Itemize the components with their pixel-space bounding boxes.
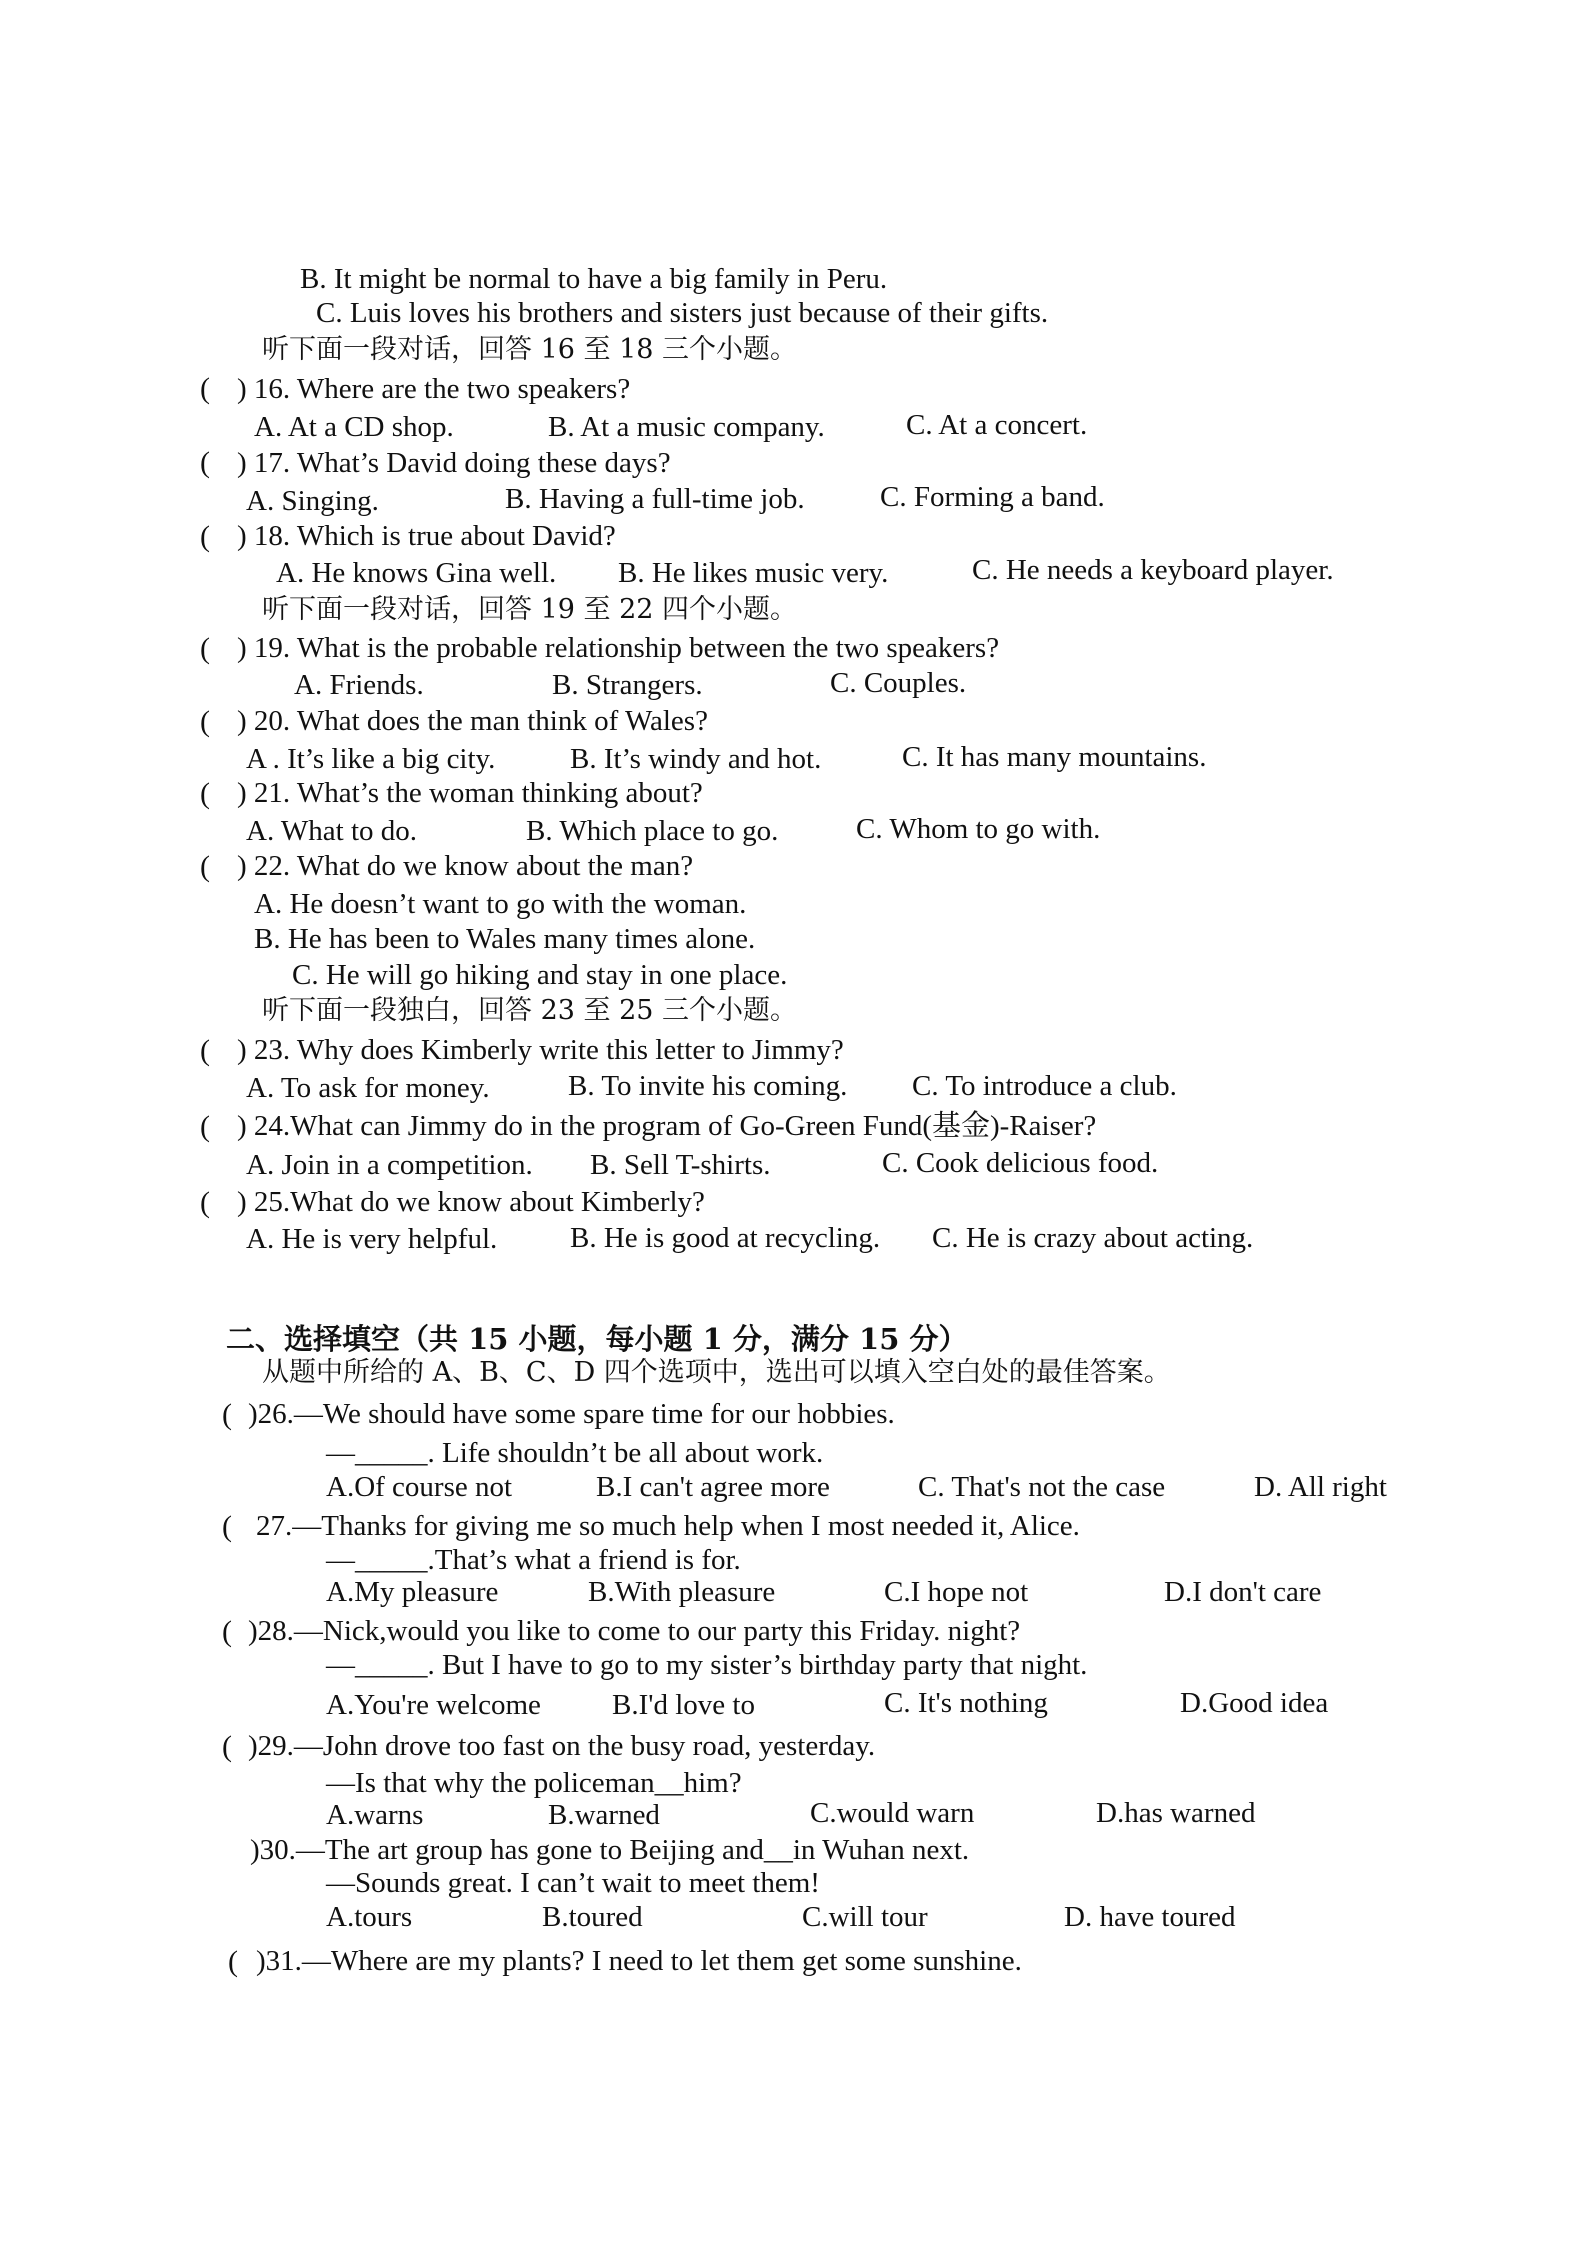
answer-paren-22[interactable]: ( xyxy=(200,850,210,883)
q16-option-b: B. At a music company. xyxy=(548,411,825,443)
prev-option-c: C. Luis loves his brothers and sisters just because of their gifts. xyxy=(316,297,1049,329)
q22-option-a: A. He doesn’t want to go with the woman. xyxy=(254,888,747,920)
q16-option-c: C. At a concert. xyxy=(906,409,1088,441)
q27-option-c: C.I hope not xyxy=(884,1576,1029,1608)
q29-option-b: B.warned xyxy=(548,1799,660,1831)
q28-option-a: A.You're welcome xyxy=(326,1689,541,1721)
q24-option-a: A. Join in a competition. xyxy=(246,1149,533,1181)
q30-option-b: B.toured xyxy=(542,1901,643,1933)
question-29-line-2: —Is that why the policeman__him? xyxy=(326,1767,742,1799)
q27-option-d: D.I don't care xyxy=(1164,1576,1322,1608)
q29-option-a: A.warns xyxy=(326,1799,424,1831)
question-31-line-1: )31.—Where are my plants? I need to let them get some sunshine. xyxy=(256,1945,1022,1977)
answer-paren-16[interactable]: ( xyxy=(200,372,210,405)
answer-paren-27[interactable]: ( xyxy=(222,1510,232,1543)
question-29-line-1: )29.—John drove too fast on the busy road, yesterday. xyxy=(248,1730,876,1762)
question-19-stem: ) 19. What is the probable relationship between the two speakers? xyxy=(237,632,1000,664)
q23-option-b: B. To invite his coming. xyxy=(568,1070,848,1102)
q26-option-d: D. All right xyxy=(1254,1471,1387,1503)
q21-option-b: B. Which place to go. xyxy=(526,815,779,847)
section-2-instruction: 从题中所给的 A、B、C、D 四个选项中，选出可以填入空白处的最佳答案。 xyxy=(262,1357,1171,1388)
instruction-19-22: 听下面一段对话，回答 19 至 22 四个小题。 xyxy=(262,594,798,625)
question-20-stem: ) 20. What does the man think of Wales? xyxy=(237,705,708,737)
answer-paren-28[interactable]: ( xyxy=(222,1615,232,1648)
question-22-stem: ) 22. What do we know about the man? xyxy=(237,850,694,882)
q27-option-a: A.My pleasure xyxy=(326,1576,499,1608)
q22-option-c: C. He will go hiking and stay in one place. xyxy=(292,959,788,991)
question-17-stem: ) 17. What’s David doing these days? xyxy=(237,447,671,479)
q28-option-d: D.Good idea xyxy=(1180,1687,1329,1719)
question-21-stem: ) 21. What’s the woman thinking about? xyxy=(237,777,703,809)
q27-option-b: B.With pleasure xyxy=(588,1576,776,1608)
q19-option-c: C. Couples. xyxy=(830,667,967,699)
q21-option-c: C. Whom to go with. xyxy=(856,813,1101,845)
q18-option-a: A. He knows Gina well. xyxy=(276,557,557,589)
question-27-line-1: 27.—Thanks for giving me so much help when I most needed it, Alice. xyxy=(256,1510,1080,1542)
answer-paren-23[interactable]: ( xyxy=(200,1034,210,1067)
question-26-line-2: —_____. Life shouldn’t be all about work. xyxy=(326,1437,824,1469)
answer-paren-17[interactable]: ( xyxy=(200,446,210,479)
q25-option-b: B. He is good at recycling. xyxy=(570,1222,881,1254)
answer-paren-29[interactable]: ( xyxy=(222,1730,232,1763)
q29-option-c: C.would warn xyxy=(810,1797,975,1829)
answer-paren-24[interactable]: ( xyxy=(200,1110,210,1143)
question-23-stem: ) 23. Why does Kimberly write this letter to Jimmy? xyxy=(237,1034,844,1066)
q20-option-c: C. It has many mountains. xyxy=(902,741,1207,773)
q25-option-a: A. He is very helpful. xyxy=(246,1223,498,1255)
q26-option-a: A.Of course not xyxy=(326,1471,513,1503)
answer-paren-19[interactable]: ( xyxy=(200,632,210,665)
question-16-stem: ) 16. Where are the two speakers? xyxy=(237,373,631,405)
q22-option-b: B. He has been to Wales many times alone. xyxy=(254,923,756,955)
answer-paren-31[interactable]: ( xyxy=(228,1945,238,1978)
q29-option-d: D.has warned xyxy=(1096,1797,1256,1829)
question-18-stem: ) 18. Which is true about David? xyxy=(237,520,616,552)
q24-option-b: B. Sell T-shirts. xyxy=(590,1149,771,1181)
q18-option-c: C. He needs a keyboard player. xyxy=(972,554,1334,586)
instruction-23-25: 听下面一段独白，回答 23 至 25 三个小题。 xyxy=(262,995,798,1026)
answer-paren-20[interactable]: ( xyxy=(200,705,210,738)
q17-option-b: B. Having a full-time job. xyxy=(505,483,805,515)
question-27-line-2: —_____.That’s what a friend is for. xyxy=(326,1544,741,1576)
instruction-16-18: 听下面一段对话，回答 16 至 18 三个小题。 xyxy=(262,334,798,365)
q23-option-c: C. To introduce a club. xyxy=(912,1070,1177,1102)
q17-option-a: A. Singing. xyxy=(246,485,379,517)
section-2-title: 二、选择填空（共 15 小题，每小题 1 分，满分 15 分） xyxy=(226,1322,968,1356)
answer-paren-18[interactable]: ( xyxy=(200,520,210,553)
q20-option-a: A . It’s like a big city. xyxy=(246,743,496,775)
q25-option-c: C. He is crazy about acting. xyxy=(932,1222,1254,1254)
q28-option-c: C. It's nothing xyxy=(884,1687,1048,1719)
question-25-stem: ) 25.What do we know about Kimberly? xyxy=(237,1186,705,1218)
q16-option-a: A. At a CD shop. xyxy=(254,411,454,443)
q28-option-b: B.I'd love to xyxy=(612,1689,755,1721)
answer-paren-26[interactable]: ( xyxy=(222,1398,232,1431)
question-28-line-1: )28.—Nick,would you like to come to our party this Friday. night? xyxy=(248,1615,1021,1647)
prev-option-b: B. It might be normal to have a big family in Peru. xyxy=(300,263,888,295)
q23-option-a: A. To ask for money. xyxy=(246,1072,490,1104)
q30-option-a: A.tours xyxy=(326,1901,413,1933)
q30-option-d: D. have toured xyxy=(1064,1901,1236,1933)
answer-paren-21[interactable]: ( xyxy=(200,777,210,810)
q26-option-c: C. That's not the case xyxy=(918,1471,1166,1503)
q26-option-b: B.I can't agree more xyxy=(596,1471,830,1503)
question-26-line-1: )26.—We should have some spare time for our hobbies. xyxy=(248,1398,895,1430)
q20-option-b: B. It’s windy and hot. xyxy=(570,743,822,775)
question-30-line-1: )30.—The art group has gone to Beijing and__in Wuhan next. xyxy=(250,1834,970,1866)
q18-option-b: B. He likes music very. xyxy=(618,557,889,589)
q19-option-b: B. Strangers. xyxy=(552,669,703,701)
q30-option-c: C.will tour xyxy=(802,1901,928,1933)
q19-option-a: A. Friends. xyxy=(294,669,424,701)
q24-option-c: C. Cook delicious food. xyxy=(882,1147,1159,1179)
answer-paren-25[interactable]: ( xyxy=(200,1186,210,1219)
question-24-stem: ) 24.What can Jimmy do in the program of Go-Green Fund(基金)-Raiser? xyxy=(237,1110,1097,1142)
question-30-line-2: —Sounds great. I can’t wait to meet them! xyxy=(326,1867,820,1899)
question-28-line-2: —_____. But I have to go to my sister’s birthday party that night. xyxy=(326,1649,1088,1681)
q17-option-c: C. Forming a band. xyxy=(880,481,1105,513)
q21-option-a: A. What to do. xyxy=(246,815,418,847)
